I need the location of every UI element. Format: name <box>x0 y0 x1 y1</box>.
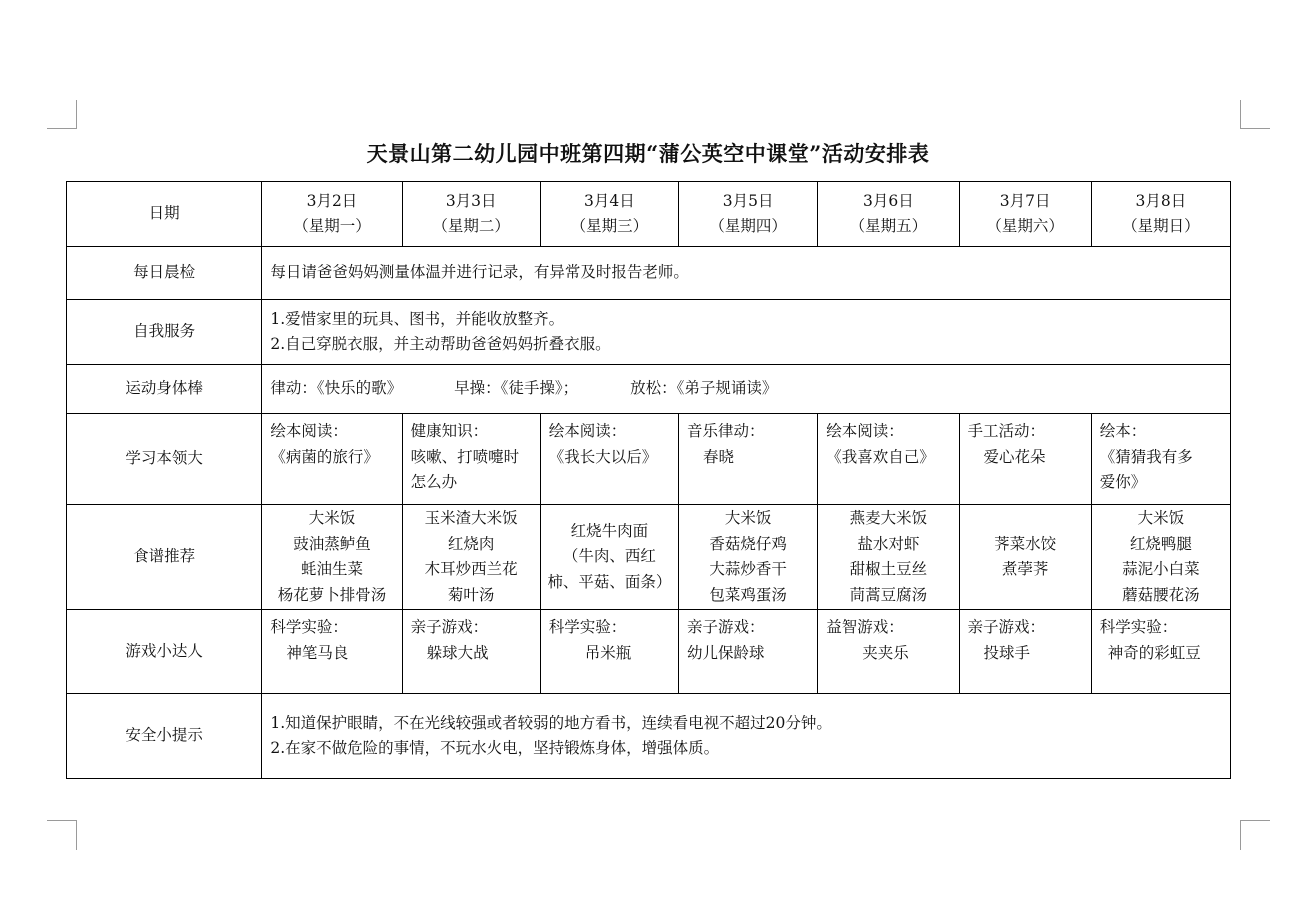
day-header: 3月3日 （星期二） <box>402 182 540 247</box>
game-cell: 科学实验： 神笔马良 <box>262 610 402 694</box>
learning-cell: 健康知识： 咳嗽、打喷嚏时 怎么办 <box>402 414 540 505</box>
row-label: 学习本领大 <box>67 414 262 505</box>
learning-cell: 绘本阅读： 《我喜欢自己》 <box>818 414 959 505</box>
morning-check-row <box>67 247 1231 300</box>
learning-cell: 音乐律动： 春晓 <box>679 414 818 505</box>
learning-cell: 绘本阅读： 《我长大以后》 <box>540 414 678 505</box>
game-cell: 亲子游戏： 幼儿保龄球 <box>679 610 818 694</box>
crop-mark-top-left <box>47 128 77 129</box>
row-label: 安全小提示 <box>67 694 262 779</box>
learning-row <box>67 414 1231 505</box>
crop-mark-top-right <box>1240 128 1270 129</box>
games-row <box>67 610 1231 694</box>
game-cell: 科学实验： 吊米瓶 <box>540 610 678 694</box>
menu-row <box>67 505 1231 610</box>
game-cell: 益智游戏： 夹夹乐 <box>818 610 959 694</box>
learning-cell: 手工活动： 爱心花朵 <box>959 414 1091 505</box>
game-cell: 亲子游戏： 躲球大战 <box>402 610 540 694</box>
menu-cell: 荠菜水饺 煮荸荠 <box>959 505 1091 610</box>
game-cell: 科学实验： 神奇的彩虹豆 <box>1091 610 1230 694</box>
exercise-text: 律动：《快乐的歌》 早操：《徒手操》； 放松：《弟子规诵读》 <box>262 365 1231 414</box>
safety-row <box>67 694 1231 779</box>
page-title: 天景山第二幼儿园中班第四期“蒲公英空中课堂”活动安排表 <box>366 141 930 166</box>
crop-mark-bottom-left <box>47 820 77 821</box>
day-header: 3月2日 （星期一） <box>262 182 402 247</box>
self-service-text: 1.爱惜家里的玩具、图书，并能收放整齐。 2.自己穿脱衣服，并主动帮助爸爸妈妈折叠衣服。 <box>262 300 1231 365</box>
day-header: 3月7日 （星期六） <box>959 182 1091 247</box>
day-header: 3月8日 （星期日） <box>1091 182 1230 247</box>
morning-check-text: 每日请爸爸妈妈测量体温并进行记录，有异常及时报告老师。 <box>262 247 1231 300</box>
menu-cell: 大米饭 红烧鸭腿 蒜泥小白菜 蘑菇腰花汤 <box>1091 505 1230 610</box>
day-header: 3月6日 （星期五） <box>818 182 959 247</box>
safety-text: 1.知道保护眼睛，不在光线较强或者较弱的地方看书，连续看电视不超过20分钟。 2.在家不做危险的事情，不玩水火电，坚持锻炼身体，增强体质。 <box>262 694 1231 779</box>
menu-cell: 红烧牛肉面 （牛肉、西红 柿、平菇、面条） <box>540 505 678 610</box>
menu-cell: 玉米渣大米饭 红烧肉 木耳炒西兰花 菊叶汤 <box>402 505 540 610</box>
schedule-table <box>66 181 1231 779</box>
day-header: 3月5日 （星期四） <box>679 182 818 247</box>
row-label: 自我服务 <box>67 300 262 365</box>
learning-cell: 绘本： 《猜猜我有多 爱你》 <box>1091 414 1230 505</box>
game-cell: 亲子游戏： 投球手 <box>959 610 1091 694</box>
learning-cell: 绘本阅读： 《病菌的旅行》 <box>262 414 402 505</box>
day-header: 3月4日 （星期三） <box>540 182 678 247</box>
crop-mark-bottom-left <box>76 820 77 850</box>
crop-mark-top-right <box>1240 100 1241 129</box>
date-label: 日期 <box>67 182 262 247</box>
exercise-row <box>67 365 1231 414</box>
crop-mark-bottom-right <box>1240 820 1270 821</box>
row-label: 游戏小达人 <box>67 610 262 694</box>
self-service-row <box>67 300 1231 365</box>
menu-cell: 燕麦大米饭 盐水对虾 甜椒土豆丝 茼蒿豆腐汤 <box>818 505 959 610</box>
menu-cell: 大米饭 香菇烧仔鸡 大蒜炒香干 包菜鸡蛋汤 <box>679 505 818 610</box>
header-row <box>67 182 1231 247</box>
crop-mark-bottom-right <box>1240 820 1241 850</box>
row-label: 运动身体棒 <box>67 365 262 414</box>
row-label: 食谱推荐 <box>67 505 262 610</box>
row-label: 每日晨检 <box>67 247 262 300</box>
crop-mark-top-left <box>76 100 77 129</box>
menu-cell: 大米饭 豉油蒸鲈鱼 蚝油生菜 杨花萝卜排骨汤 <box>262 505 402 610</box>
